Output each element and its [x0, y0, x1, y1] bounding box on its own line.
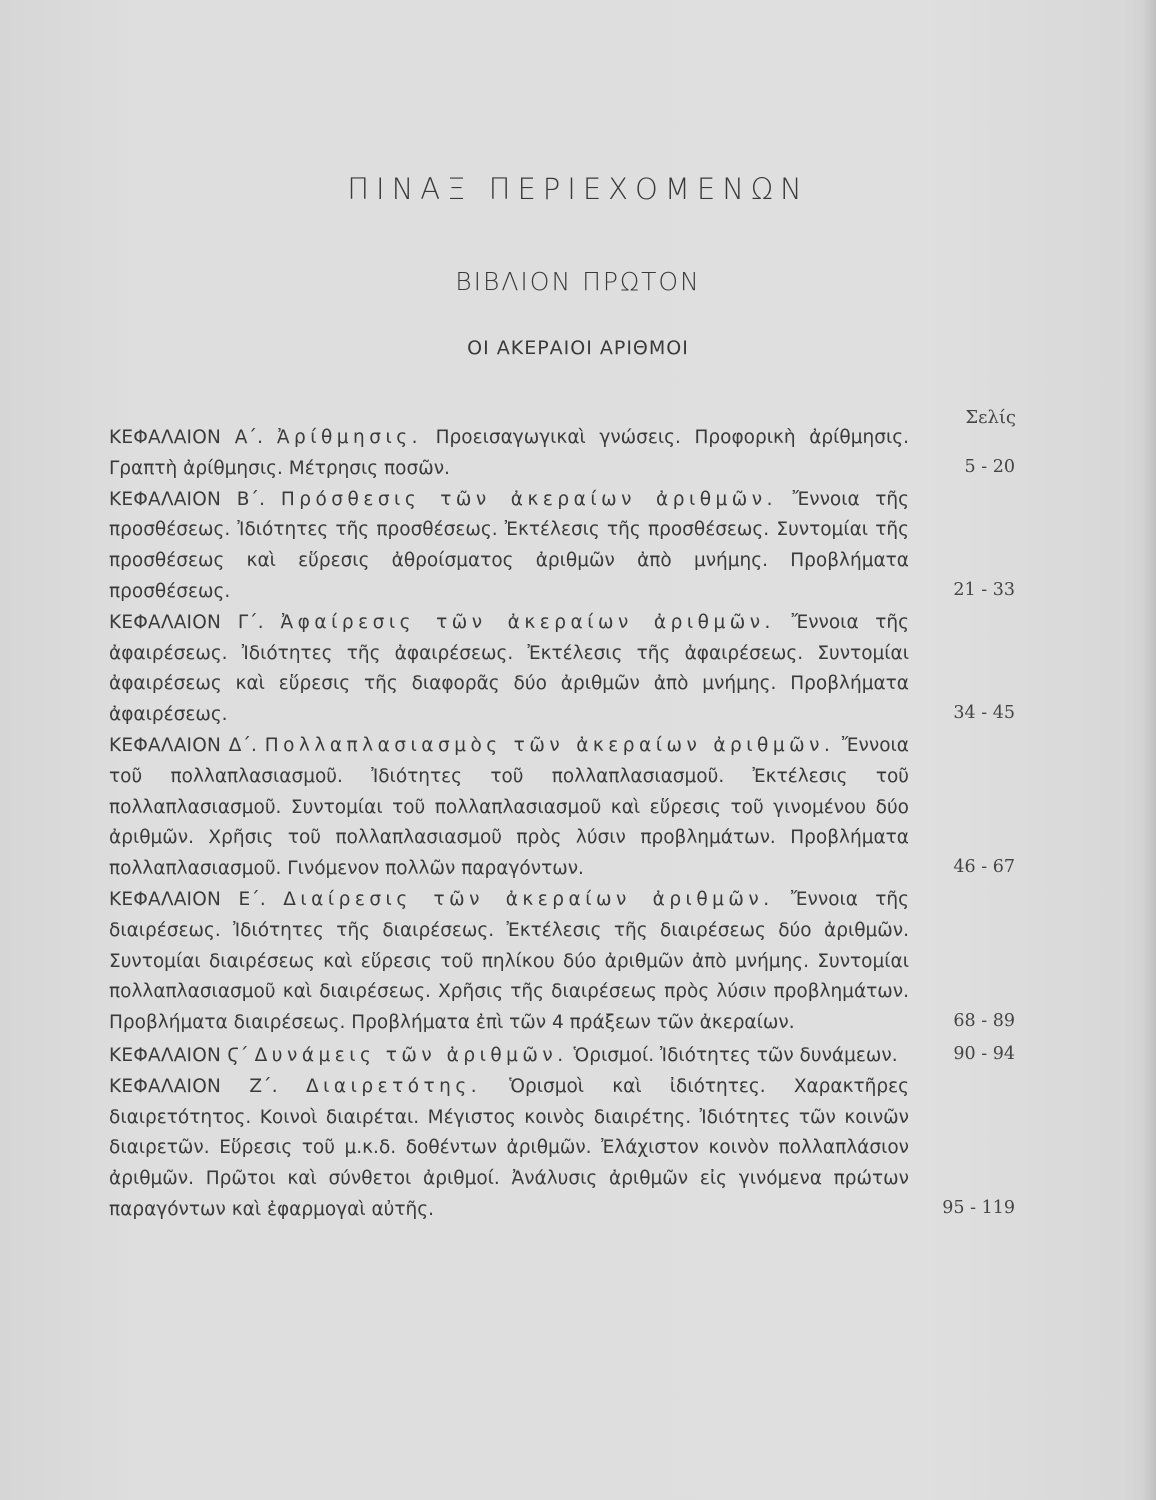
chapter-description: Ὁρισμοί. Ἰδιότητες τῶν δυνάμεων.	[573, 1044, 898, 1066]
toc-entry-chapter-z	[109, 1072, 1015, 1226]
chapter-pages: 46 - 67	[953, 857, 1015, 878]
chapter-title: Διαιρετότης.	[305, 1075, 482, 1097]
chapter-title: Ἀφαίρεσις τῶν ἀκεραίων ἀριθμῶν.	[280, 611, 775, 633]
toc-entry-text	[109, 485, 909, 608]
chapter-pages: 95 - 119	[942, 1197, 1015, 1218]
toc-entry-text	[109, 885, 909, 1039]
chapter-title: Πρόσθεσις τῶν ἀκεραίων ἀριθμῶν.	[280, 488, 778, 510]
chapter-label: ΚΕΦΑΛΑΙΟΝ Δ΄.	[109, 734, 258, 756]
chapter-description: Προεισαγωγικαὶ γνώσεις. Προφορικὴ ἀρίθμησις. Γραπτὴ ἀρίθμησις. Μέτρησις ποσῶν.	[109, 427, 909, 479]
book-heading: ΒΙΒΛΙΟΝ ΠΡΩΤΟΝ	[455, 267, 701, 296]
chapter-description: Ὁρισμοὶ καὶ ἰδιότητες. Χαρακτῆρες διαιρετότητος. Κοινοὶ διαιρέται. Μέγιστος κοινὸς διαιρέτης. Ἰδιότητες τῶν κοινῶν διαιρετῶν. Εὕρεσις τοῦ μ.κ.δ. δοθέντων ἀριθμῶν. Ἐλάχιστον κοινὸν πολλαπλάσιον ἀριθμῶν. Πρῶτοι καὶ σύνθετοι ἀριθμοί. Ἀνάλυσις ἀριθμῶν εἰς γινόμενα πρώτων παραγόντων καὶ ἐφαρμογαὶ αὐτῆς.	[109, 1075, 909, 1220]
page-edge-shadow	[1142, 0, 1156, 1500]
chapter-description: Ἔννοια τῆς ἀφαιρέσεως. Ἰδιότητες τῆς ἀφαιρέσεως. Ἐκτέλεσις τῆς ἀφαιρέσεως. Συντομίαι ἀφαιρέσεως καὶ εὕρεσις τῆς διαφορᾶς δύο ἀριθμῶν ἀπὸ μνήμης. Προβλήματα ἀφαιρέσεως.	[109, 611, 909, 726]
chapter-title: Ἀρίθμησις.	[276, 427, 423, 448]
chapter-label: ΚΕΦΑΛΑΙΟΝ Γ΄.	[109, 611, 264, 633]
toc-entry-text	[109, 1041, 909, 1072]
section-heading: ΟΙ ΑΚΕΡΑΙΟΙ ΑΡΙΘΜΟΙ	[467, 337, 689, 359]
chapter-label: ΚΕΦΑΛΑΙΟΝ Β΄.	[109, 488, 266, 510]
toc-entry-text	[109, 731, 909, 885]
chapter-description: Ἔννοια τοῦ πολλαπλασιασμοῦ. Ἰδιότητες τοῦ πολλαπλασιασμοῦ. Ἐκτέλεσις τοῦ πολλαπλασιασμοῦ. Συντομίαι τοῦ πολλαπλασιασμοῦ καὶ εὕρεσις τοῦ γινομένου δύο ἀριθμῶν. Χρῆσις τοῦ πολλαπλασιασμοῦ πρὸς λύσιν προβλημάτων. Προβλήματα πολλαπλασιασμοῦ. Γινόμενον πολλῶν παραγόντων.	[109, 734, 909, 880]
chapter-title: Δυνάμεις τῶν ἀριθμῶν.	[254, 1044, 568, 1066]
chapter-label: ΚΕΦΑΛΑΙΟΝ Ϛ΄	[109, 1044, 249, 1066]
toc-entry-text	[109, 1072, 909, 1226]
toc-entry-chapter-a	[109, 423, 1015, 485]
page-title: ΠΙΝΑΞ ΠΕΡΙΕΧΟΜΕΝΩΝ	[347, 172, 809, 206]
page-column-label: Σελίς	[965, 407, 1016, 428]
table-of-contents	[109, 423, 1015, 1226]
toc-entry-chapter-b	[109, 485, 1015, 608]
chapter-description: Ἔννοια τῆς διαιρέσεως. Ἰδιότητες τῆς διαιρέσεως. Ἐκτέλεσις τῆς διαιρέσεως δύο ἀριθμῶν. Συντομίαι διαιρέσεως καὶ εὕρεσις τοῦ πηλίκου δύο ἀριθμῶν ἀπὸ μνήμης. Συντομίαι πολλαπλασιασμοῦ καὶ διαιρέσεως. Χρῆσις τῆς διαιρέσεως πρὸς λύσιν προβλημάτων. Προβλήματα διαιρέσεως. Προβλήματα ἐπὶ τῶν 4 πράξεων τῶν ἀκεραίων.	[109, 888, 909, 1034]
chapter-title: Διαίρεσις τῶν ἀκεραίων ἀριθμῶν.	[283, 888, 774, 910]
toc-entry-chapter-d	[109, 731, 1015, 885]
chapter-pages: 34 - 45	[953, 703, 1015, 724]
chapter-label: ΚΕΦΑΛΑΙΟΝ Ε΄.	[109, 888, 266, 910]
toc-entry-text	[109, 423, 909, 485]
chapter-pages: 68 - 89	[953, 1011, 1015, 1032]
toc-entry-text	[109, 608, 909, 731]
chapter-pages: 90 - 94	[953, 1043, 1015, 1064]
chapter-pages: 21 - 33	[953, 579, 1015, 600]
toc-entry-chapter-st	[109, 1039, 1015, 1072]
toc-entry-chapter-g	[109, 608, 1015, 731]
chapter-title: Πολλαπλασιασμὸς τῶν ἀκεραίων ἀριθμῶν.	[264, 734, 835, 756]
chapter-pages: 5 - 20	[964, 456, 1015, 477]
toc-entry-chapter-e	[109, 885, 1015, 1039]
chapter-label: ΚΕΦΑΛΑΙΟΝ Ζ΄.	[109, 1075, 278, 1097]
chapter-label: ΚΕΦΑΛΑΙΟΝ Α΄.	[109, 427, 264, 448]
chapter-description: Ἔννοια τῆς προσθέσεως. Ἰδιότητες τῆς προσθέσεως. Ἐκτέλεσις τῆς προσθέσεως. Συντομίαι τῆς προσθέσεως καὶ εὕρεσις ἀθροίσματος ἀριθμῶν ἀπὸ μνήμης. Προβλήματα προσθέσεως.	[109, 488, 909, 602]
